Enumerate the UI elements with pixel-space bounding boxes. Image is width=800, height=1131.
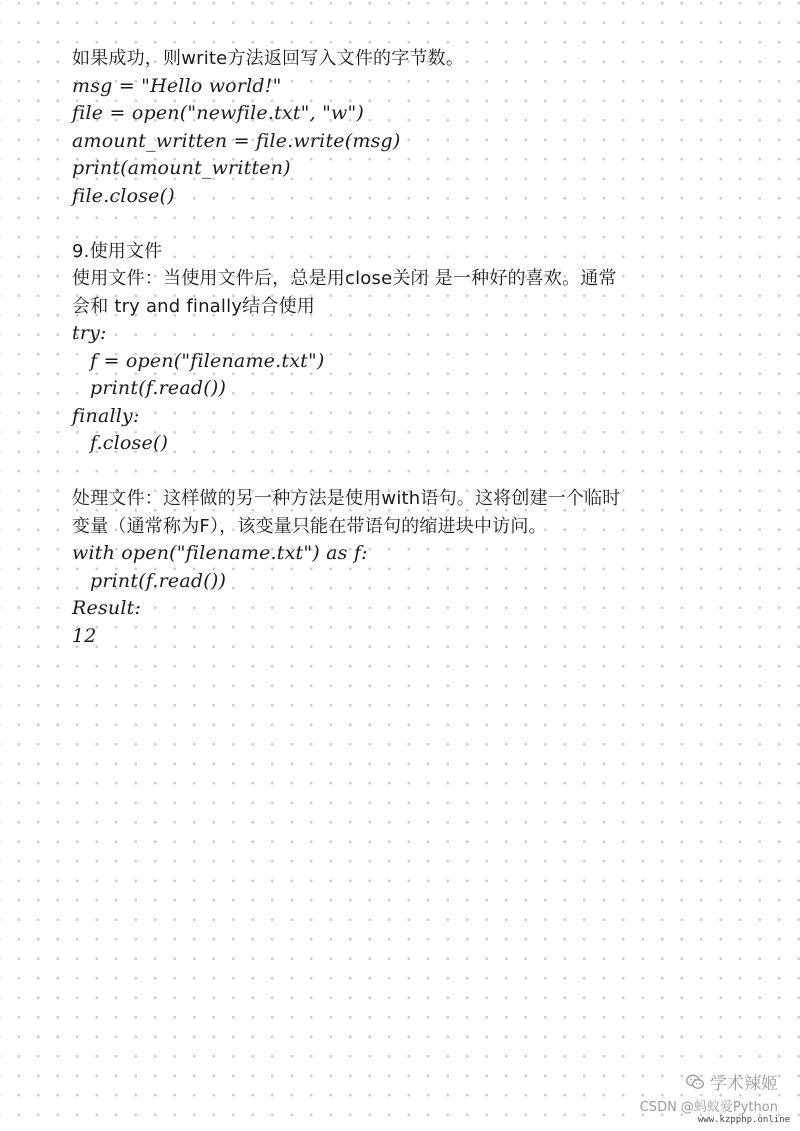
- watermark-account-row: [640, 1069, 778, 1094]
- handwritten-note: [72, 45, 762, 650]
- section-heading: 9.使用文件: [72, 240, 163, 262]
- blank-line: [72, 458, 762, 486]
- note-line: file = open("newfile.txt", "w"): [72, 102, 365, 124]
- note-line: 使用文件：当使用文件后，总是用close关闭 是一种好的喜欢。通常: [72, 268, 617, 289]
- watermark-credit: CSDN @蚂蚁爱Python: [639, 1100, 778, 1115]
- note-line: f.close(): [90, 432, 169, 454]
- note-line: Result:: [72, 597, 142, 619]
- note-line: print(f.read()): [90, 377, 227, 399]
- note-line: with open("filename.txt") as f:: [72, 542, 368, 564]
- note-line: 变量（通常称为F），该变量只能在带语句的缩进块中访问。: [72, 515, 547, 537]
- note-line: finally:: [72, 404, 140, 427]
- watermark: [640, 1069, 790, 1125]
- note-line: print(f.read()): [90, 569, 227, 592]
- note-line: 如果成功，则write方法返回写入文件的字节数。: [72, 48, 465, 69]
- watermark-site: www.kzpphp.online: [697, 1115, 790, 1125]
- note-line: amount_written = file.write(msg): [72, 129, 401, 152]
- note-line: 会和 try and finally结合使用: [72, 295, 315, 317]
- note-line: file.close(): [72, 184, 175, 207]
- note-line: print(amount_written): [72, 157, 291, 179]
- wechat-icon: [686, 1074, 704, 1090]
- note-line: 12: [72, 624, 97, 647]
- note-line: msg = "Hello world!": [72, 74, 282, 97]
- note-line: 处理文件：这样做的另一种方法是使用with语句。这将创建一个临时: [72, 488, 621, 509]
- blank-line: [72, 210, 762, 238]
- note-line: try:: [72, 322, 107, 344]
- watermark-account: 学术辣姬: [710, 1074, 778, 1094]
- note-line: f = open("filename.txt"): [90, 349, 325, 372]
